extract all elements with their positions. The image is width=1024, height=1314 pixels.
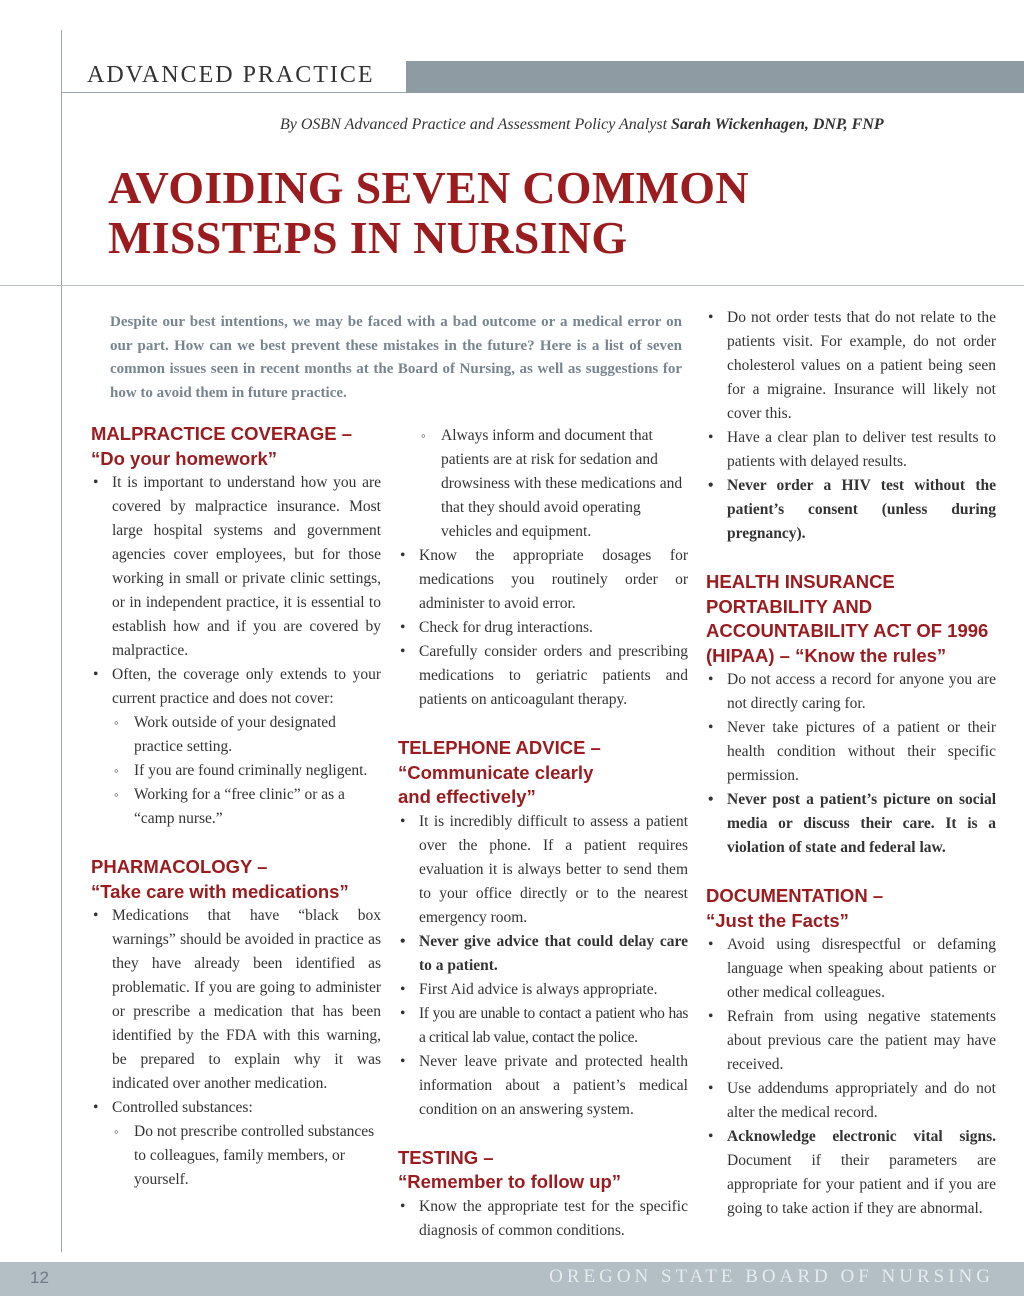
section-documentation [706,884,996,1221]
hipaa-heading-4: (HIPAA) – “Know the rules” [706,644,947,666]
list-item: • Never order a HIV test without the patient’s consent (unless during pregnancy). [706,474,996,546]
list-item: • First Aid advice is always appropriate. [398,978,688,1002]
pharmacology-subheading: “Take care with medications” [91,880,349,902]
sub-list-item: ◦ Do not prescribe controlled substances to colleagues, family members, or yourself. [91,1120,381,1192]
list-item: • Do not access a record for anyone you are not directly caring for. [706,668,996,716]
section-telephone [398,736,688,1122]
list-item: • Refrain from using negative statements about previous care the patient may have received. [706,1005,996,1077]
list-item-lead: Acknowledge electronic vital signs. [727,1128,996,1145]
list-item: • It is important to understand how you are covered by malpractice insurance. Most large hospital systems and government agencies cover employees, but for those working in small or private clinic settings, or in independent practice, it is essential to establish how and if you are covered by malpractice. [91,471,381,663]
list-item: • Never take pictures of a patient or their health condition without their specific permission. [706,716,996,788]
list-item: • It is incredibly difficult to assess a patient over the phone. If a patient requires evaluation it is always better to send them to your office directly or to the nearest emergency room. [398,810,688,930]
section-hipaa [706,570,996,860]
testing-heading: TESTING – [398,1146,494,1168]
article-title [108,163,868,263]
page-number: 12 [30,1268,49,1287]
telephone-subheading-2: and effectively” [398,786,536,807]
list-item-rest: Document if their parameters are appropriate for your patient and if you are going to take action if they are abnormal. [727,1152,996,1217]
list-item: • Medications that have “black box warnings” should be avoided in practice as they have already been identified as problematic. If you are going to administer or prescribe a medication that has been identified by the FDA with this warning, be prepared to explain why it was indicated over another medication. [91,904,381,1096]
column-3 [706,306,996,1221]
hipaa-heading-3: ACCOUNTABILITY ACT OF 1996 [706,620,989,641]
title-line-2: MISSTEPS IN NURSING [108,212,628,263]
list-item: • Know the appropriate dosages for medications you routinely order or administer to avoid error. [398,544,688,616]
list-item: • If you are unable to contact a patient who has a critical lab value, contact the police. [398,1002,688,1050]
left-margin-rule [61,30,62,1252]
list-item: • Do not order tests that do not relate to the patients visit. For example, do not order cholesterol values on a patient being seen for a migraine. Insurance will likely not cover this. [706,306,996,426]
pharmacology-heading: PHARMACOLOGY – [91,856,268,877]
list-item: • Never give advice that could delay care to a patient. [398,930,688,978]
byline [280,116,884,134]
title-divider [0,285,1024,286]
section-pharmacology [91,855,381,1192]
header-bar [406,61,1024,93]
telephone-heading: TELEPHONE ADVICE – [398,737,601,758]
byline-author: Sarah Wickenhagen, DNP, FNP [671,116,884,133]
documentation-heading: DOCUMENTATION – [706,885,884,906]
list-item: • Use addendums appropriately and do not alter the medical record. [706,1077,996,1125]
section-testing [398,1146,688,1243]
documentation-subheading: “Just the Facts” [706,909,849,931]
list-item: • Often, the coverage only extends to your current practice and does not cover: [91,663,381,711]
malpractice-heading: MALPRACTICE COVERAGE – [91,423,353,444]
list-item: • Never leave private and protected health information about a patient’s medical condition on an answering system. [398,1050,688,1122]
title-line-1: AVOIDING SEVEN COMMON [108,162,749,213]
byline-prefix: By OSBN Advanced Practice and Assessment Policy Analyst [280,116,668,133]
section-label-underline [61,92,406,93]
sub-list-item: ◦ Work outside of your designated practice setting. [91,711,381,759]
sub-list-item: ◦ Working for a “free clinic” or as a “camp nurse.” [91,783,381,831]
section-malpractice [91,422,381,831]
list-item: • Carefully consider orders and prescribing medications to geriatric patients and patients on anticoagulant therapy. [398,640,688,712]
list-item [706,1125,996,1221]
intro-paragraph: Despite our best intentions, we may be faced with a bad outcome or a medical error on our part. How can we best prevent these mistakes in the future? Here is a list of seven common issues seen in recent months at the Board of Nursing, as well as suggestions for how to avoid them in future practice. [110,314,682,401]
malpractice-subheading: “Do your homework” [91,447,278,469]
telephone-subheading-1: “Communicate clearly [398,761,594,783]
hipaa-heading-1: HEALTH INSURANCE [706,571,895,592]
section-label: ADVANCED PRACTICE [87,62,375,88]
column-2 [398,424,688,1243]
hipaa-heading-2: PORTABILITY AND [706,595,873,617]
testing-subheading: “Remember to follow up” [398,1171,622,1192]
list-item: • Check for drug interactions. [398,616,688,640]
column-1 [91,422,381,1192]
sub-list-item: ◦ If you are found criminally negligent. [91,759,381,783]
sub-list-item: ◦ Always inform and document that patients are at risk for sedation and drowsiness with these medications and that they should avoid operating vehicles and equipment. [398,424,688,544]
list-item: • Never post a patient’s picture on social media or discuss their care. It is a violation of state and federal law. [706,788,996,860]
list-item: • Know the appropriate test for the specific diagnosis of common conditions. [398,1195,688,1243]
list-item: • Controlled substances: [91,1096,381,1120]
publication-name: OREGON STATE BOARD OF NURSING [549,1266,994,1287]
list-item: • Have a clear plan to deliver test results to patients with delayed results. [706,426,996,474]
list-item: • Avoid using disrespectful or defaming language when speaking about patients or other medical colleagues. [706,933,996,1005]
